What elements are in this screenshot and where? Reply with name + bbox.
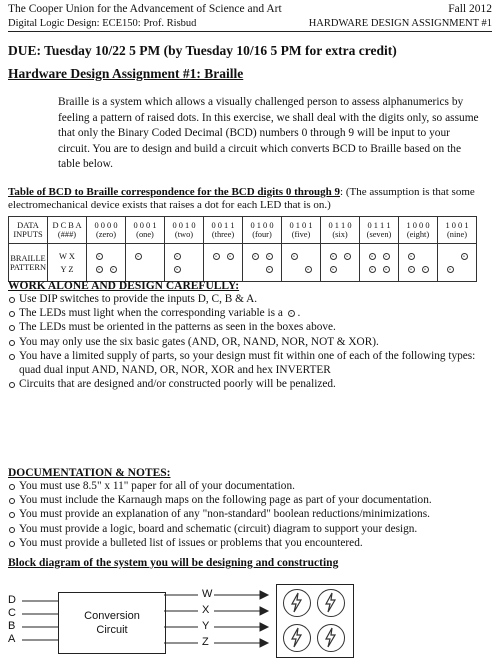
braille-dot-icon: • (110, 266, 117, 273)
header-term: Fall 2012 (448, 3, 492, 15)
braille-dot-icon: • (266, 266, 273, 273)
bcd-code: 0 0 1 1 (211, 221, 235, 230)
braille-dot-icon: • (96, 253, 103, 260)
due-date: DUE: Tuesday 10/22 5 PM (by Tuesday 10/16 5 PM for extra credit) (8, 43, 397, 58)
digit-column-header (360, 217, 399, 244)
braille-led-box (276, 584, 354, 658)
bcd-code: 1 0 0 0 (406, 221, 430, 230)
braille-pattern-cell (282, 244, 321, 282)
list-item-text: You must include the Karnaugh maps on the following page as part of your documentation. (19, 494, 432, 507)
row-label-data-inputs: DATA INPUTS (9, 217, 48, 244)
braille-dot-icon: • (383, 253, 390, 260)
table-caption-note: : (The assumption is that some electromechanical device exists that raises a dot for each LED that is on.) (8, 186, 475, 211)
bcd-code: 0 1 0 0 (250, 221, 274, 230)
braille-dot-icon: • (422, 266, 429, 273)
braille-pattern-cell (165, 244, 204, 282)
list-item-text: The LEDs must light when the corresponding variable is a (19, 307, 286, 320)
braille-dot-icon: • (461, 253, 468, 260)
list-item (8, 479, 496, 493)
digit-column-header (204, 217, 243, 244)
led-y-icon (283, 624, 311, 652)
digit-name: (nine) (447, 230, 467, 239)
digit-name: (seven) (366, 230, 392, 239)
braille-dot-icon: • (252, 253, 259, 260)
braille-dot-icon: • (408, 253, 415, 260)
list-item (8, 536, 496, 550)
output-label-y: Y (202, 620, 210, 632)
list-item (8, 377, 496, 391)
digit-name: (three) (211, 230, 235, 239)
braille-dot-icon: • (174, 253, 181, 260)
digit-name: (one) (136, 230, 154, 239)
input-label-a: A (8, 633, 16, 645)
braille-pattern-cell (360, 244, 399, 282)
header-course: Digital Logic Design: ECE150: Prof. Risbud (8, 18, 197, 29)
braille-dot-icon: • (383, 266, 390, 273)
braille-pattern-cell (321, 244, 360, 282)
bcd-code: 0 1 0 1 (289, 221, 313, 230)
digit-column-header (399, 217, 438, 244)
braille-dot-icon: • (447, 266, 454, 273)
list-item (8, 349, 496, 377)
work-section (8, 280, 496, 391)
list-item-text: You must provide a logic, board and schematic (circuit) diagram to support your design. (19, 522, 418, 535)
row-label-braille-pattern: BRAILLE PATTERN (9, 244, 48, 282)
braille-dot-icon: • (213, 253, 220, 260)
braille-pattern-cell (438, 244, 477, 282)
digit-column-header (165, 217, 204, 244)
digit-column-header (321, 217, 360, 244)
braille-dot-icon: • (96, 266, 103, 273)
list-item-text: You must use 8.5" x 11" paper for all of your documentation. (19, 480, 295, 492)
wxyz-label-cell (48, 244, 87, 282)
wx-label: W X (59, 251, 75, 261)
braille-dot-icon: • (135, 253, 142, 260)
intro-paragraph: Braille is a system which allows a visually challenged person to assess alphanumerics by feeling a pattern of raised dots. In this exercise, we shall deal with the digits only, so assume that only the Binary Coded Decimal (BCD) numbers 0 through 9 will be input to your circuit. You are to design and build a circuit which converts BCD to Braille based on the table below. (58, 96, 479, 170)
braille-pattern-cell (243, 244, 282, 282)
digit-name: (zero) (96, 230, 116, 239)
work-list (8, 292, 496, 391)
list-item-text: Use DIP switches to provide the inputs D, C, B & A. (19, 293, 258, 305)
braille-dot-icon: • (369, 253, 376, 260)
bcd-code: 0 1 1 0 (328, 221, 352, 230)
braille-dot-icon: • (330, 266, 337, 273)
doc-section (8, 467, 496, 550)
output-label-x: X (202, 604, 210, 616)
input-label-d: D (8, 594, 16, 606)
digit-column-header (438, 217, 477, 244)
circuit-label: Circuit (96, 624, 128, 636)
led-w-icon (283, 589, 311, 617)
doc-heading: DOCUMENTATION & NOTES: (8, 467, 171, 479)
input-label-c: C (8, 607, 16, 619)
conversion-label: Conversion (84, 610, 140, 622)
bcd-header-sub: (###) (57, 230, 77, 239)
list-item-text: The LEDs must be oriented in the patterns as seen in the boxes above. (19, 321, 336, 334)
digit-name: (two) (174, 230, 194, 239)
list-item (8, 507, 496, 521)
list-item (8, 292, 496, 306)
bcd-header: D C B A (52, 221, 82, 230)
table-caption (8, 186, 494, 212)
braille-dot-icon: • (305, 266, 312, 273)
list-item: The LEDs must light when the corresponding variable is a • . (8, 306, 496, 320)
yz-label: Y Z (60, 264, 74, 274)
bcd-braille-table (8, 216, 477, 282)
work-heading: WORK ALONE AND DESIGN CAREFULLY: (8, 280, 240, 292)
braille-dot-icon: • (408, 266, 415, 273)
list-item (8, 335, 496, 349)
list-item (8, 522, 496, 536)
bcd-code: 1 0 0 1 (445, 221, 469, 230)
page-title: Hardware Design Assignment #1: Braille (8, 66, 244, 81)
list-item (8, 493, 496, 507)
digit-column-header (126, 217, 165, 244)
list-item-text: You may only use the six basic gates (AND, OR, NAND, NOR, NOT & XOR). (19, 335, 379, 348)
braille-pattern-cell (399, 244, 438, 282)
list-item (8, 320, 496, 334)
header-assignment: HARDWARE DESIGN ASSIGNMENT #1 (308, 18, 492, 29)
digit-name: (six) (332, 230, 348, 239)
digit-column-header (282, 217, 321, 244)
bcd-code: 0 0 0 0 (94, 221, 118, 230)
braille-pattern-cell (87, 244, 126, 282)
braille-dot-icon: • (266, 253, 273, 260)
bcd-code: 0 0 1 0 (172, 221, 196, 230)
braille-pattern-cell (204, 244, 243, 282)
header-institution: The Cooper Union for the Advancement of Science and Art (8, 3, 282, 15)
braille-dot-icon: • (344, 253, 351, 260)
list-item-text: You have a limited supply of parts, so your design must fit within one of each of the following types: quad dual input AND, NAND, OR, NOR, XOR and hex INVERTER (19, 349, 476, 377)
braille-pattern-cell (126, 244, 165, 282)
led-x-icon (317, 589, 345, 617)
bcd-code: 0 1 1 1 (367, 221, 391, 230)
braille-dot-icon: • (174, 266, 181, 273)
digit-name: (four) (252, 230, 272, 239)
table-caption-title: Table of BCD to Braille correspondence for the BCD digits 0 through 9 (8, 186, 341, 198)
conversion-circuit-box (58, 592, 166, 654)
digit-column-header (87, 217, 126, 244)
digit-name: (five) (291, 230, 311, 239)
led-dot-icon: • (288, 310, 295, 317)
block-diagram-heading: Block diagram of the system you will be designing and constructing (8, 557, 339, 569)
header-rule (8, 31, 492, 32)
bcd-header-cell (48, 217, 87, 244)
bcd-code: 0 0 0 1 (133, 221, 157, 230)
digit-name: (eight) (406, 230, 430, 239)
braille-dot-icon: • (369, 266, 376, 273)
digit-column-header (243, 217, 282, 244)
output-label-z: Z (202, 636, 209, 648)
list-item-text: You must provide an explanation of any "non-standard" boolean reductions/minimizations. (19, 508, 430, 521)
braille-dot-icon: • (227, 253, 234, 260)
input-label-b: B (8, 620, 16, 632)
output-label-w: W (202, 588, 213, 600)
led-z-icon (317, 624, 345, 652)
list-item-text: You must provide a bulleted list of issues or problems that you encountered. (19, 536, 363, 549)
list-item-text: Circuits that are designed and/or constructed poorly will be penalized. (19, 378, 336, 391)
block-diagram (8, 580, 488, 660)
doc-list (8, 479, 496, 550)
braille-dot-icon: • (291, 253, 298, 260)
braille-dot-icon: • (330, 253, 337, 260)
